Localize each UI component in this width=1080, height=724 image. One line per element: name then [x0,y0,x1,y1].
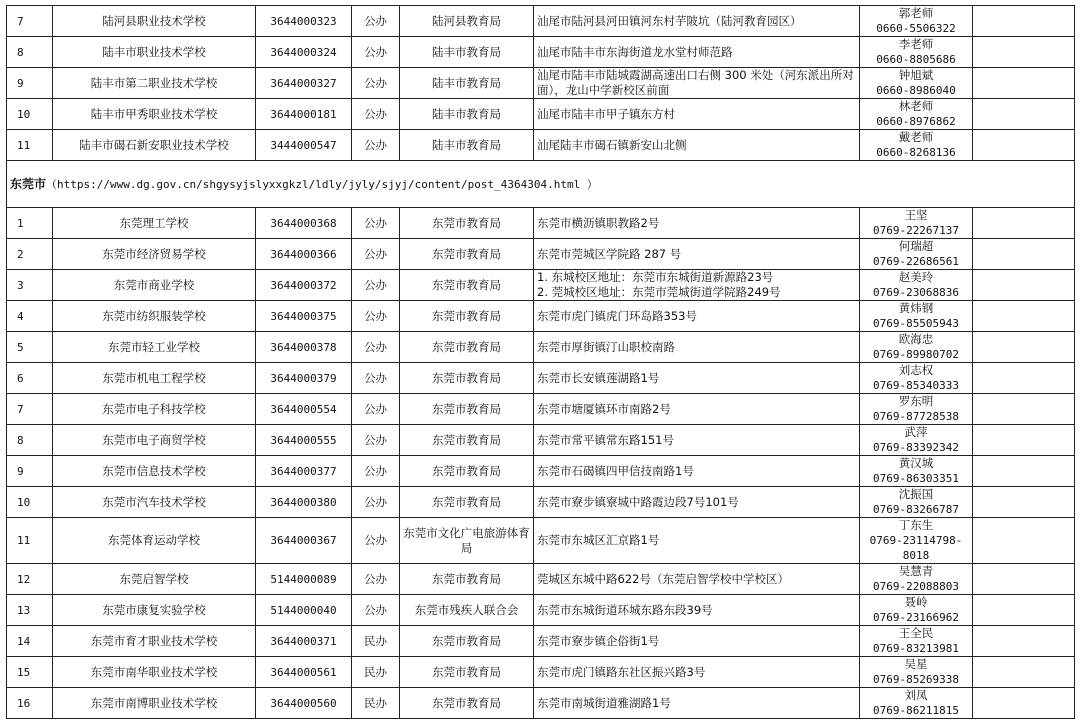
school-name: 陆丰市职业技术学校 [53,37,256,68]
table-row [7,564,1075,595]
contact-phone: 0660-8986040 [876,84,956,97]
table-row [7,301,1075,332]
contact-cell [860,37,973,68]
section-source-url: （https://www.dg.gov.cn/shgysyjslyxxgkzl/ldly/jyly/sjyj/content/post_4364304.html ） [46,177,598,191]
address-cell [534,37,860,68]
row-number: 9 [7,68,53,99]
remarks-cell [973,37,1075,68]
school-name: 东莞市南博职业技术学校 [53,688,256,719]
school-code: 3644000560 [256,688,352,719]
address-cell [534,130,860,161]
contact-cell [860,487,973,518]
contact-phone: 0660-5506322 [876,22,956,35]
school-name: 陆丰市碣石新安职业技术学校 [53,130,256,161]
address-text: 东莞市莞城区学院路 287 号 [537,246,682,261]
contact-cell [860,301,973,332]
table-row [7,626,1075,657]
school-type: 公办 [352,37,400,68]
school-type: 民办 [352,688,400,719]
address-cell [534,425,860,456]
school-type: 公办 [352,564,400,595]
address-cell [534,394,860,425]
school-name: 陆丰市第二职业技术学校 [53,68,256,99]
contact-phone: 0769-83213981 [872,642,960,655]
school-code: 3644000371 [256,626,352,657]
school-name: 东莞市育才职业技术学校 [53,626,256,657]
contact-name: 郭老师 [898,6,934,20]
authority: 东莞市教育局 [400,301,534,332]
authority: 东莞市教育局 [400,657,534,688]
remarks-cell [973,301,1075,332]
remarks-cell [973,626,1075,657]
contact-cell [860,394,973,425]
authority: 东莞市教育局 [400,626,534,657]
school-type: 公办 [352,99,400,130]
remarks-cell [973,394,1075,425]
school-type: 公办 [352,363,400,394]
authority: 东莞市教育局 [400,270,534,301]
address-text: 东莞市塘厦镇环市南路2号 [537,401,671,416]
school-name: 东莞市商业学校 [53,270,256,301]
authority: 陆丰市教育局 [400,37,534,68]
row-number: 16 [7,688,53,719]
contact-cell [860,688,973,719]
contact-phone: 0660-8268136 [876,146,956,159]
contact-name: 赵美玲 [898,270,934,284]
table-row [7,456,1075,487]
row-number: 7 [7,6,53,37]
contact-cell [860,332,973,363]
contact-cell [860,456,973,487]
school-name: 东莞市电子商贸学校 [53,425,256,456]
school-code: 3644000377 [256,456,352,487]
contact-cell [860,657,973,688]
school-table [6,5,1075,719]
table-row [7,208,1075,239]
authority: 东莞市教育局 [400,363,534,394]
row-number: 6 [7,363,53,394]
remarks-cell [973,518,1075,564]
contact-cell [860,518,973,564]
school-type: 公办 [352,239,400,270]
school-name: 陆丰市甲秀职业技术学校 [53,99,256,130]
remarks-cell [973,688,1075,719]
contact-name: 戴老师 [898,130,934,144]
address-text: 东莞市南城街道雅湖路1号 [537,695,671,710]
school-name: 东莞市信息技术学校 [53,456,256,487]
authority: 东莞市教育局 [400,208,534,239]
address-text: 汕尾市陆丰市甲子镇东方村 [537,106,675,121]
school-type: 公办 [352,301,400,332]
school-name: 陆河县职业技术学校 [53,6,256,37]
row-number: 1 [7,208,53,239]
contact-phone: 0769-22686561 [872,255,960,268]
school-code: 3644000379 [256,363,352,394]
authority: 东莞市教育局 [400,688,534,719]
school-code: 5144000040 [256,595,352,626]
authority: 陆丰市教育局 [400,99,534,130]
school-type: 公办 [352,6,400,37]
contact-name: 王坚 [904,208,928,222]
school-name: 东莞启智学校 [53,564,256,595]
row-number: 2 [7,239,53,270]
school-code: 3644000323 [256,6,352,37]
table-row [7,99,1075,130]
address-text: 东莞市长安镇莲湖路1号 [537,370,660,385]
authority: 东莞市教育局 [400,425,534,456]
address-cell [534,6,860,37]
address-cell [534,456,860,487]
school-name: 东莞市轻工业学校 [53,332,256,363]
contact-cell [860,130,973,161]
row-number: 11 [7,130,53,161]
school-type: 民办 [352,657,400,688]
remarks-cell [973,130,1075,161]
authority: 陆丰市教育局 [400,68,534,99]
school-code: 3644000554 [256,394,352,425]
address-text: 汕尾市陆丰市东海街道龙水堂村师范路 [537,44,733,59]
remarks-cell [973,657,1075,688]
school-type: 公办 [352,425,400,456]
contact-cell [860,239,973,270]
school-name: 东莞理工学校 [53,208,256,239]
table-row [7,68,1075,99]
contact-name: 黄汉城 [898,456,934,470]
contact-name: 罗东明 [898,394,934,408]
school-code: 3644000181 [256,99,352,130]
contact-cell [860,68,973,99]
school-code: 3644000324 [256,37,352,68]
address-line: 2. 莞城校区地址：东莞市莞城街道学院路249号 [537,285,781,299]
contact-name: 武萍 [904,425,928,439]
row-number: 9 [7,456,53,487]
address-cell [534,208,860,239]
section-header [7,161,1075,208]
table-row [7,394,1075,425]
contact-phone: 0769-86211815 [872,704,960,717]
section-city-name: 东莞市 [10,176,47,191]
school-code: 3644000366 [256,239,352,270]
school-name: 东莞市康复实验学校 [53,595,256,626]
table-row [7,130,1075,161]
contact-name: 李老师 [898,37,934,51]
row-number: 3 [7,270,53,301]
row-number: 15 [7,657,53,688]
remarks-cell [973,425,1075,456]
contact-name: 吴慧青 [898,564,934,578]
contact-name: 黄炜钢 [898,301,934,315]
remarks-cell [973,363,1075,394]
authority: 东莞市教育局 [400,564,534,595]
table-row [7,595,1075,626]
authority: 陆河县教育局 [400,6,534,37]
remarks-cell [973,487,1075,518]
school-code: 3644000380 [256,487,352,518]
address-text: 东莞市虎门镇路东社区振兴路3号 [537,664,706,679]
row-number: 10 [7,99,53,130]
address-cell [534,270,860,301]
school-name: 东莞市汽车技术学校 [53,487,256,518]
contact-phone: 0769-22088803 [872,580,960,593]
address-text: 东莞市虎门镇虎门环岛路353号 [537,308,697,323]
school-type: 公办 [352,518,400,564]
section-header-row [7,161,1075,208]
row-number: 5 [7,332,53,363]
address-cell [534,688,860,719]
address-text: 东莞市寮步镇企俗街1号 [537,633,660,648]
row-number: 14 [7,626,53,657]
table-row [7,425,1075,456]
authority: 东莞市残疾人联合会 [400,595,534,626]
school-name: 东莞市经济贸易学校 [53,239,256,270]
contact-phone: 0769-23114798-8018 [869,534,963,562]
school-type: 公办 [352,456,400,487]
school-type: 民办 [352,626,400,657]
remarks-cell [973,564,1075,595]
address-cell [534,657,860,688]
contact-name: 丁东生 [898,518,934,532]
contact-phone: 0660-8976862 [876,115,956,128]
address-cell [534,68,860,99]
school-code: 3644000375 [256,301,352,332]
table-row [7,270,1075,301]
address-text: 东莞市石碣镇四甲信技南路1号 [537,463,694,478]
contact-name: 林老师 [898,99,934,113]
contact-cell [860,564,973,595]
contact-phone: 0769-23068836 [872,286,960,299]
contact-name: 吴星 [904,657,928,671]
contact-phone: 0769-23166962 [872,611,960,624]
remarks-cell [973,595,1075,626]
authority: 陆丰市教育局 [400,130,534,161]
contact-phone: 0769-87728538 [872,410,960,423]
contact-name: 刘志权 [898,363,934,377]
school-name: 东莞体育运动学校 [53,518,256,564]
school-code: 3644000372 [256,270,352,301]
address-cell [534,518,860,564]
address-text: 东莞市横沥镇职教路2号 [537,215,660,230]
school-code: 3644000368 [256,208,352,239]
school-type: 公办 [352,487,400,518]
table-row [7,657,1075,688]
contact-cell [860,425,973,456]
school-code: 5144000089 [256,564,352,595]
school-type: 公办 [352,68,400,99]
table-row [7,518,1075,564]
contact-name: 欧海忠 [898,332,934,346]
remarks-cell [973,6,1075,37]
remarks-cell [973,68,1075,99]
school-code: 3644000561 [256,657,352,688]
contact-name: 王全民 [898,626,934,640]
contact-phone: 0769-22267137 [872,224,960,237]
school-type: 公办 [352,595,400,626]
address-cell [534,363,860,394]
contact-cell [860,363,973,394]
table-row [7,37,1075,68]
school-list-sheet [6,5,1074,719]
row-number: 8 [7,37,53,68]
remarks-cell [973,456,1075,487]
school-code: 3644000327 [256,68,352,99]
contact-phone: 0769-85505943 [872,317,960,330]
contact-name: 刘凤 [904,688,928,702]
contact-name: 沈振国 [898,487,934,501]
address-cell [534,332,860,363]
school-type: 公办 [352,270,400,301]
row-number: 12 [7,564,53,595]
contact-cell [860,595,973,626]
address-text: 东莞市东城区汇京路1号 [537,533,660,547]
address-text: 东莞市常平镇常东路151号 [537,432,674,447]
authority: 东莞市教育局 [400,394,534,425]
contact-cell [860,6,973,37]
contact-phone: 0769-83392342 [872,441,960,454]
authority: 东莞市教育局 [400,487,534,518]
contact-cell [860,626,973,657]
school-type: 公办 [352,208,400,239]
contact-phone: 0769-85340333 [872,379,960,392]
remarks-cell [973,208,1075,239]
address-cell [534,487,860,518]
address-cell [534,301,860,332]
remarks-cell [973,239,1075,270]
contact-cell [860,208,973,239]
school-name: 东莞市南华职业技术学校 [53,657,256,688]
contact-cell [860,270,973,301]
school-code: 3644000555 [256,425,352,456]
row-number: 4 [7,301,53,332]
table-row [7,688,1075,719]
contact-cell [860,99,973,130]
contact-name: 钟旭斌 [898,68,934,82]
row-number: 7 [7,394,53,425]
contact-phone: 0769-85269338 [872,673,960,686]
remarks-cell [973,99,1075,130]
contact-phone: 0660-8805686 [876,53,956,66]
school-name: 东莞市纺织服装学校 [53,301,256,332]
address-cell [534,99,860,130]
table-row [7,6,1075,37]
school-code: 3644000378 [256,332,352,363]
contact-phone: 0769-89980702 [872,348,960,361]
address-text: 东莞市厚街镇汀山职校南路 [537,339,675,354]
address-text: 东莞市东城街道环城东路东段39号 [537,602,713,617]
contact-phone: 0769-86303351 [872,472,960,485]
authority: 东莞市教育局 [400,456,534,487]
row-number: 10 [7,487,53,518]
authority: 东莞市文化广电旅游体育局 [400,518,534,564]
table-row [7,332,1075,363]
table-row [7,239,1075,270]
school-type: 公办 [352,332,400,363]
school-code: 3444000547 [256,130,352,161]
address-text: 汕尾陆丰市碣石镇新安山北侧 [537,137,687,152]
authority: 东莞市教育局 [400,332,534,363]
address-text: 莞城区东城中路622号（东莞启智学校中学校区） [537,571,789,586]
address-text: 汕尾市陆丰市陆城霞湖高速出口右侧 300 米处（河东派出所对面），龙山中学新校区前面 [537,68,854,97]
row-number: 11 [7,518,53,564]
authority: 东莞市教育局 [400,239,534,270]
row-number: 13 [7,595,53,626]
address-line: 1. 东城校区地址：东莞市东城街道新源路23号 [537,270,774,284]
row-number: 8 [7,425,53,456]
table-row [7,363,1075,394]
table-row [7,487,1075,518]
address-text: 东莞市寮步镇寮城中路霞边段7号101号 [537,494,739,509]
remarks-cell [973,332,1075,363]
school-name: 东莞市机电工程学校 [53,363,256,394]
remarks-cell [973,270,1075,301]
address-cell [534,564,860,595]
school-name: 东莞市电子科技学校 [53,394,256,425]
contact-name: 何瑞超 [898,239,934,253]
contact-name: 聂岭 [904,595,928,609]
address-text: 汕尾市陆河县河田镇河东村芋陂坑（陆河教育园区） [537,13,802,28]
contact-phone: 0769-83266787 [872,503,960,516]
school-type: 公办 [352,130,400,161]
address-cell [534,595,860,626]
school-code: 3644000367 [256,518,352,564]
address-cell [534,626,860,657]
address-cell [534,239,860,270]
school-type: 公办 [352,394,400,425]
